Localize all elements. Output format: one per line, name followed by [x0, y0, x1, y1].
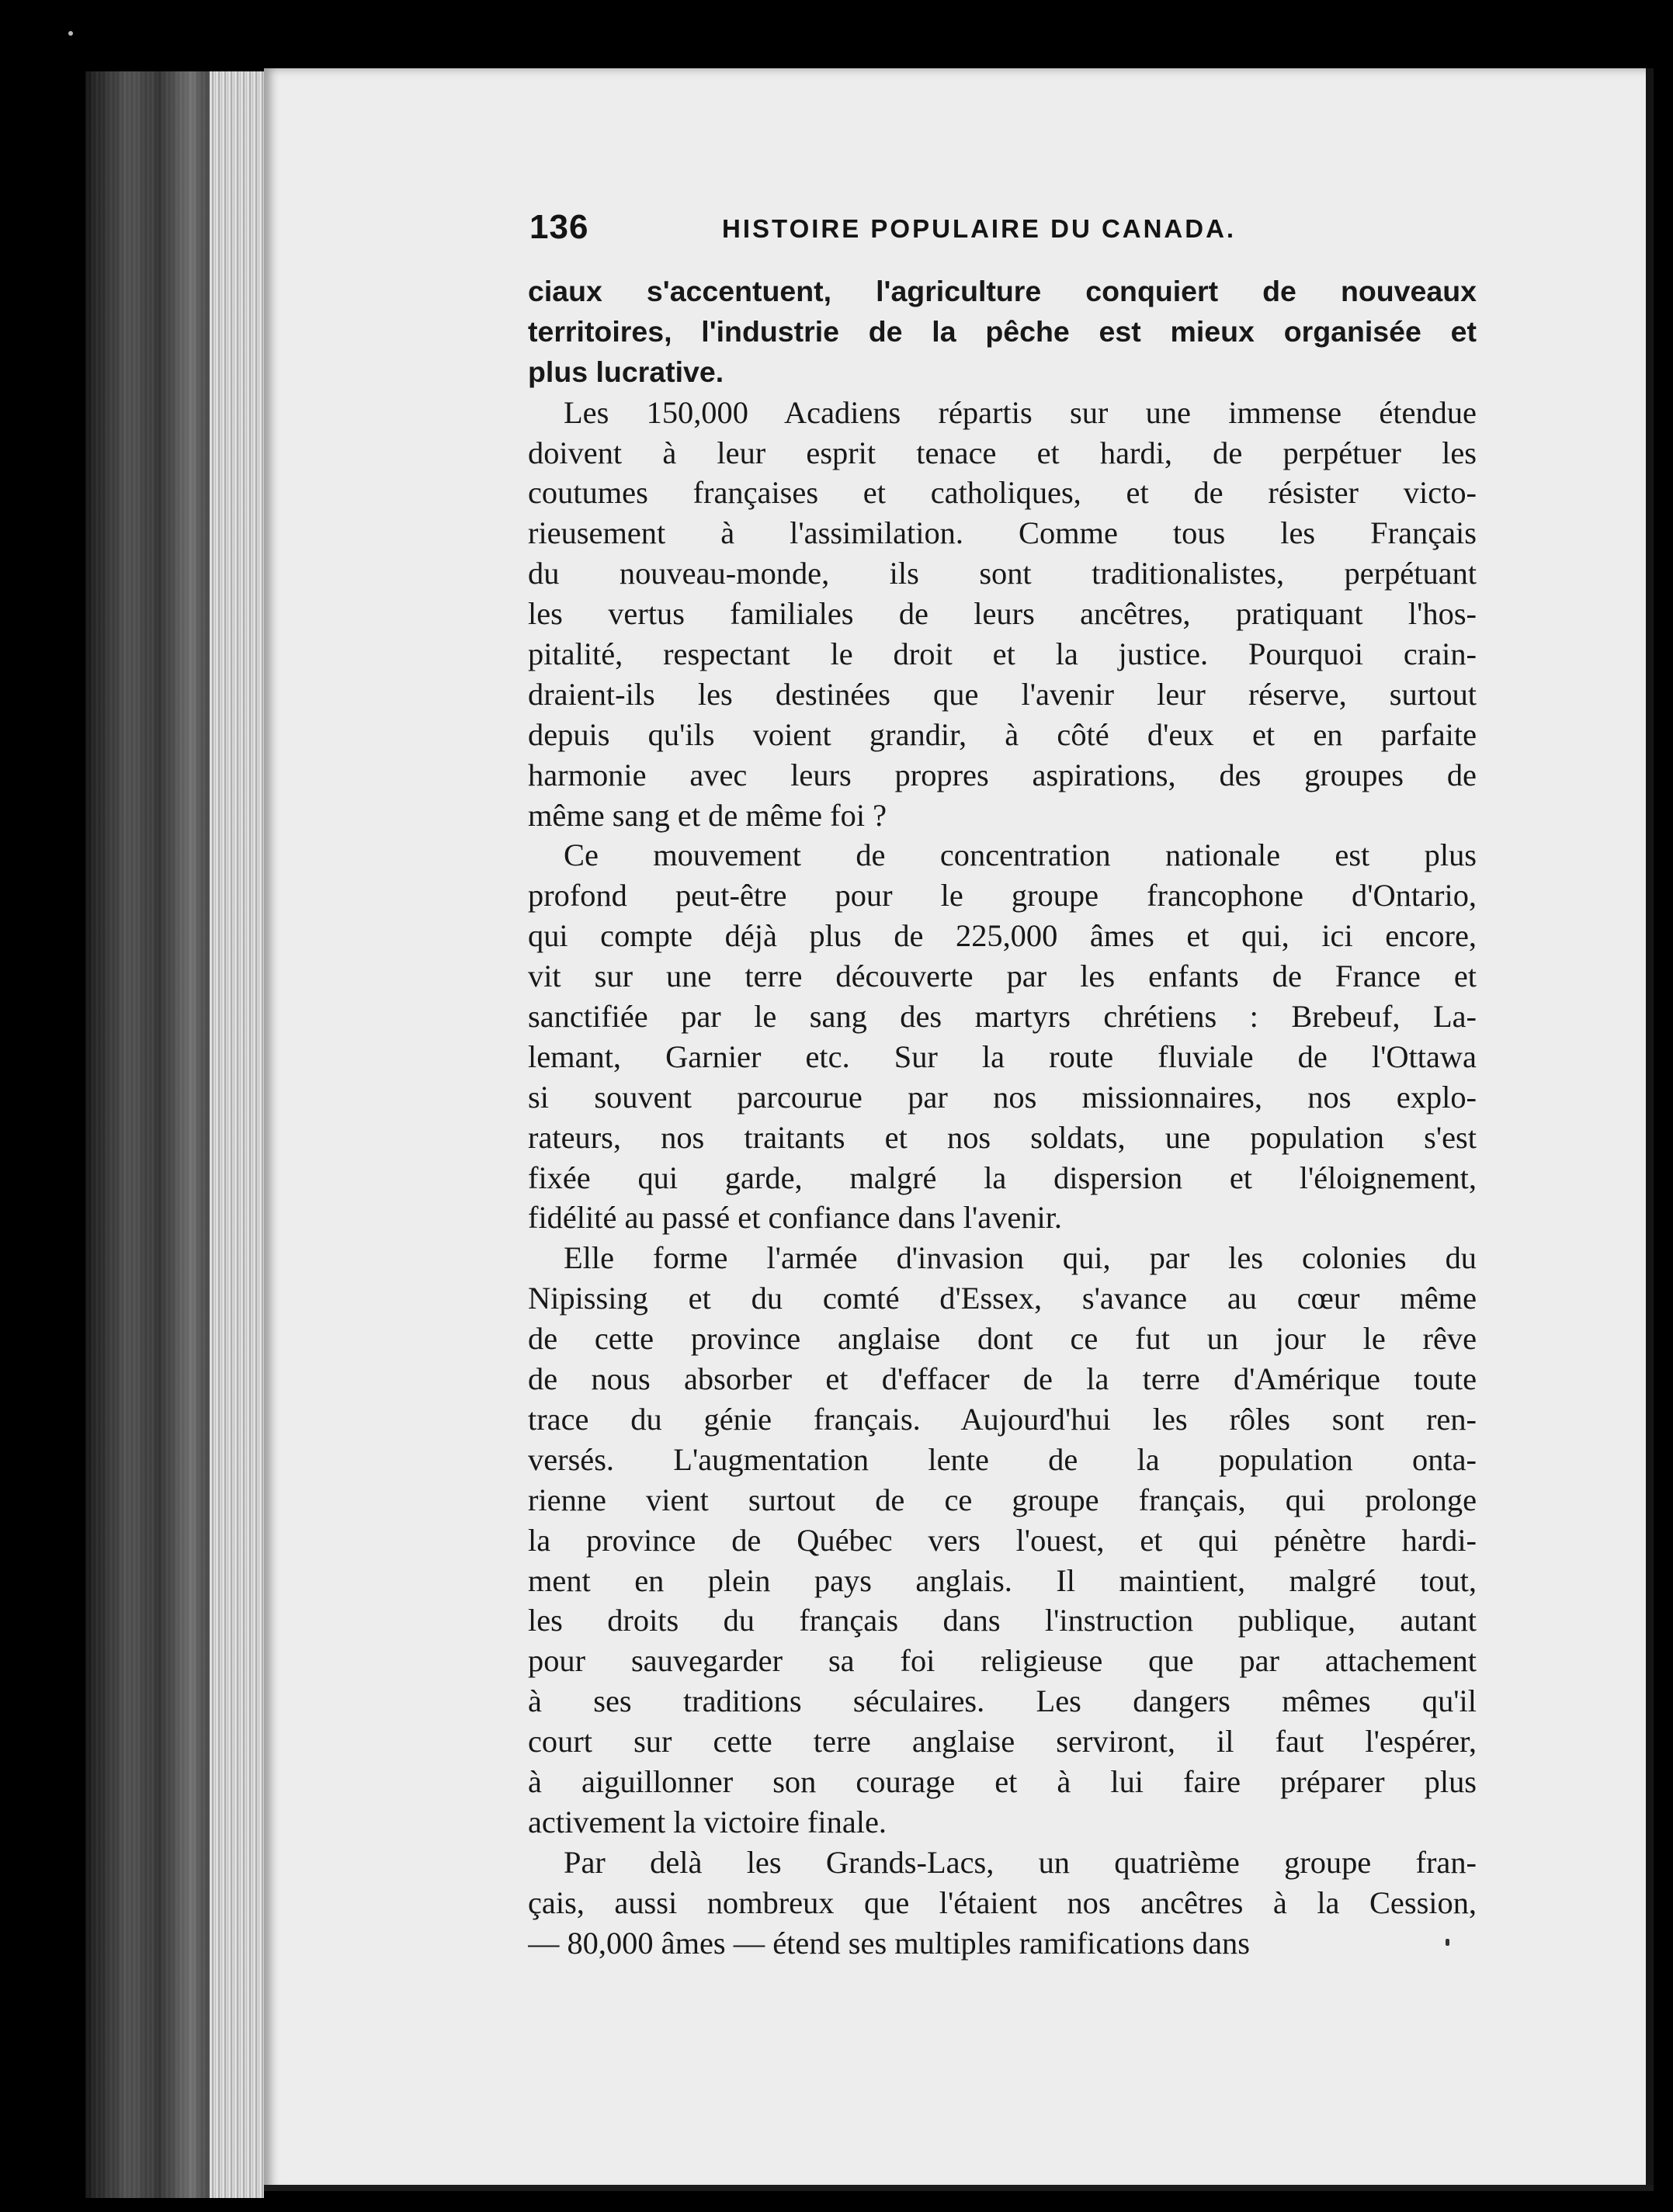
running-head: HISTOIRE POPULAIRE DU CANADA. — [722, 214, 1237, 243]
text-line: court sur cette terre anglaise serviront, il faut l'espérer, — [528, 1724, 1477, 1760]
text-line: territoires, l'industrie de la pêche est mieux organisée et — [528, 314, 1477, 348]
paragraph — [528, 1843, 1477, 1964]
text-line: de nous absorber et d'effacer de la terre d'Amérique toute — [528, 1361, 1477, 1397]
text-line: même sang et de même foi ? — [528, 797, 887, 833]
scan-speck — [68, 31, 73, 36]
text-line: Par delà les Grands-Lacs, un quatrième groupe fran- — [564, 1844, 1477, 1880]
text-line: doivent à leur esprit tenace et hardi, de perpétuer les — [528, 435, 1477, 470]
page-number: 136 — [529, 208, 589, 246]
text-line: les droits du français dans l'instruction publique, autant — [528, 1603, 1477, 1638]
text-line: draient-ils les destinées que l'avenir leur réserve, surtout — [528, 676, 1477, 712]
body-text — [528, 272, 1477, 1963]
text-line: ment en plein pays anglais. Il maintient, malgré tout, — [528, 1562, 1477, 1598]
text-line: à ses traditions séculaires. Les dangers mêmes qu'il — [528, 1683, 1477, 1719]
paragraph — [528, 272, 1477, 393]
text-line: ciaux s'accentuent, l'agriculture conquiert de nouveaux — [528, 275, 1477, 307]
page-right-edge — [1646, 68, 1654, 2191]
text-line: Les 150,000 Acadiens répartis sur une immense étendue — [564, 394, 1477, 430]
text-line: — 80,000 âmes — étend ses multiples ramifications dans — [528, 1925, 1250, 1961]
text-line: les vertus familiales de leurs ancêtres, pratiquant l'hos- — [528, 596, 1477, 632]
paragraph — [528, 1238, 1477, 1842]
text-line: versés. L'augmentation lente de la population onta- — [528, 1441, 1477, 1477]
text-line: activement la victoire finale. — [528, 1804, 887, 1839]
page-header — [529, 208, 1477, 262]
text-line: harmonie avec leurs propres aspirations, des groupes de — [528, 757, 1477, 792]
text-line: plus lucrative. — [528, 355, 724, 388]
book-spine — [85, 71, 264, 2198]
text-line: Ce mouvement de concentration nationale est plus — [564, 837, 1477, 873]
spine-shadow — [85, 71, 210, 2198]
text-line: profond peut-être pour le groupe francophone d'Ontario, — [528, 878, 1477, 914]
ink-mark — [1446, 1939, 1449, 1946]
text-line: si souvent parcourue par nos missionnaires, nos explo- — [528, 1079, 1477, 1115]
text-line: rienne vient surtout de ce groupe français, qui prolonge — [528, 1482, 1477, 1517]
text-line: rieusement à l'assimilation. Comme tous les Français — [528, 515, 1477, 551]
text-line: qui compte déjà plus de 225,000 âmes et qui, ici encore, — [528, 918, 1477, 954]
page-bottom-edge — [264, 2185, 1654, 2191]
text-line: trace du génie français. Aujourd'hui les rôles sont ren- — [528, 1401, 1477, 1437]
text-line: sanctifiée par le sang des martyrs chrétiens : Brebeuf, La- — [528, 999, 1477, 1035]
text-line: çais, aussi nombreux que l'étaient nos ancêtres à la Cession, — [528, 1884, 1477, 1920]
text-line: pour sauvegarder sa foi religieuse que par attachement — [528, 1643, 1477, 1679]
text-line: de cette province anglaise dont ce fut un jour le rêve — [528, 1321, 1477, 1357]
text-line: fixée qui garde, malgré la dispersion et l'éloignement, — [528, 1160, 1477, 1195]
text-line: fidélité au passé et confiance dans l'avenir. — [528, 1200, 1063, 1236]
text-line: la province de Québec vers l'ouest, et qui pénètre hardi- — [528, 1522, 1477, 1558]
text-line: vit sur une terre découverte par les enfants de France et — [528, 959, 1477, 994]
text-line: coutumes françaises et catholiques, et de résister victo- — [528, 475, 1477, 511]
text-line: pitalité, respectant le droit et la justice. Pourquoi crain- — [528, 636, 1477, 672]
text-line: à aiguillonner son courage et à lui faire préparer plus — [528, 1763, 1477, 1799]
text-line: rateurs, nos traitants et nos soldats, une population s'est — [528, 1119, 1477, 1155]
text-line: Nipissing et du comté d'Essex, s'avance au cœur même — [528, 1281, 1477, 1316]
page-edges — [210, 71, 264, 2198]
text-line: Elle forme l'armée d'invasion qui, par les colonies du — [564, 1240, 1477, 1276]
paragraph — [528, 835, 1477, 1238]
text-line: lemant, Garnier etc. Sur la route fluviale de l'Ottawa — [528, 1038, 1477, 1074]
paragraph — [528, 393, 1477, 836]
text-line: depuis qu'ils voient grandir, à côté d'eux et en parfaite — [528, 716, 1477, 752]
text-line: du nouveau-monde, ils sont traditionalistes, perpétuant — [528, 556, 1477, 591]
